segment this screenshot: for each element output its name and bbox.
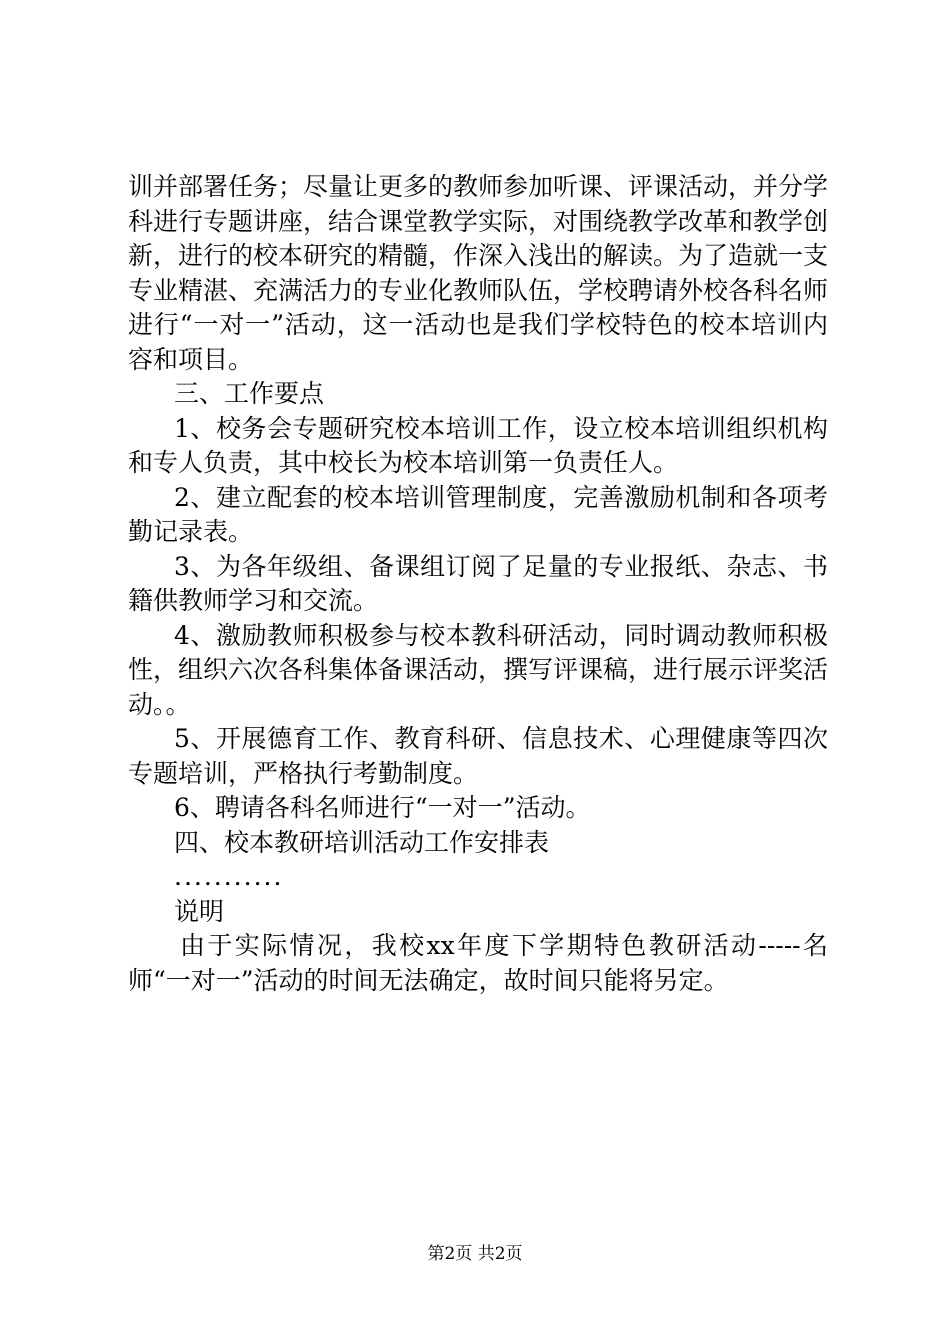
note-text: 由于实际情况，我校xx年度下学期特色教研活动-----名师“一对一”活动的时间无法确定，故时间只能将另定。 <box>128 931 828 995</box>
page-number-footer: 第2页 共2页 <box>427 1244 523 1264</box>
note-heading: 说明 <box>174 896 225 926</box>
work-point-1: 1、校务会专题研究校本培训工作，设立校本培训组织机构和专人负责，其中校长为校本培训第一负责任人。 <box>128 413 828 477</box>
section-heading-schedule: 四、校本教研培训活动工作安排表 <box>174 827 550 857</box>
section-heading-work-points: 三、工作要点 <box>174 379 325 408</box>
paragraph-intro-continuation: 训并部署任务；尽量让更多的教师参加听课、评课活动，并分学科进行专题讲座，结合课堂教学实际，对围绕教学改革和教学创新，进行的校本研究的精髓，作深入浅出的解读。为了造就一支专业精湛、充满活力的专业化教师队伍，学校聘请外校各科名师进行“一对一”活动，这一活动也是我们学校特色的校本培训内容和项目。 <box>128 172 829 374</box>
document-body <box>128 170 828 998</box>
omitted-content-ellipsis: ........... <box>174 862 284 891</box>
work-point-6: 6、聘请各科名师进行“一对一”活动。 <box>174 793 591 822</box>
work-point-4: 4、激励教师积极参与校本教科研活动，同时调动教师积极性，组织六次各科集体备课活动，撰写评课稿，进行展示评奖活动。。 <box>128 620 829 719</box>
work-point-5: 5、开展德育工作、教育科研、信息技术、心理健康等四次专题培训，严格执行考勤制度。 <box>128 724 828 788</box>
work-point-2: 2、建立配套的校本培训管理制度，完善激励机制和各项考勤记录表。 <box>128 482 828 546</box>
work-point-3: 3、为各年级组、备课组订阅了足量的专业报纸、杂志、书籍供教师学习和交流。 <box>128 551 828 615</box>
